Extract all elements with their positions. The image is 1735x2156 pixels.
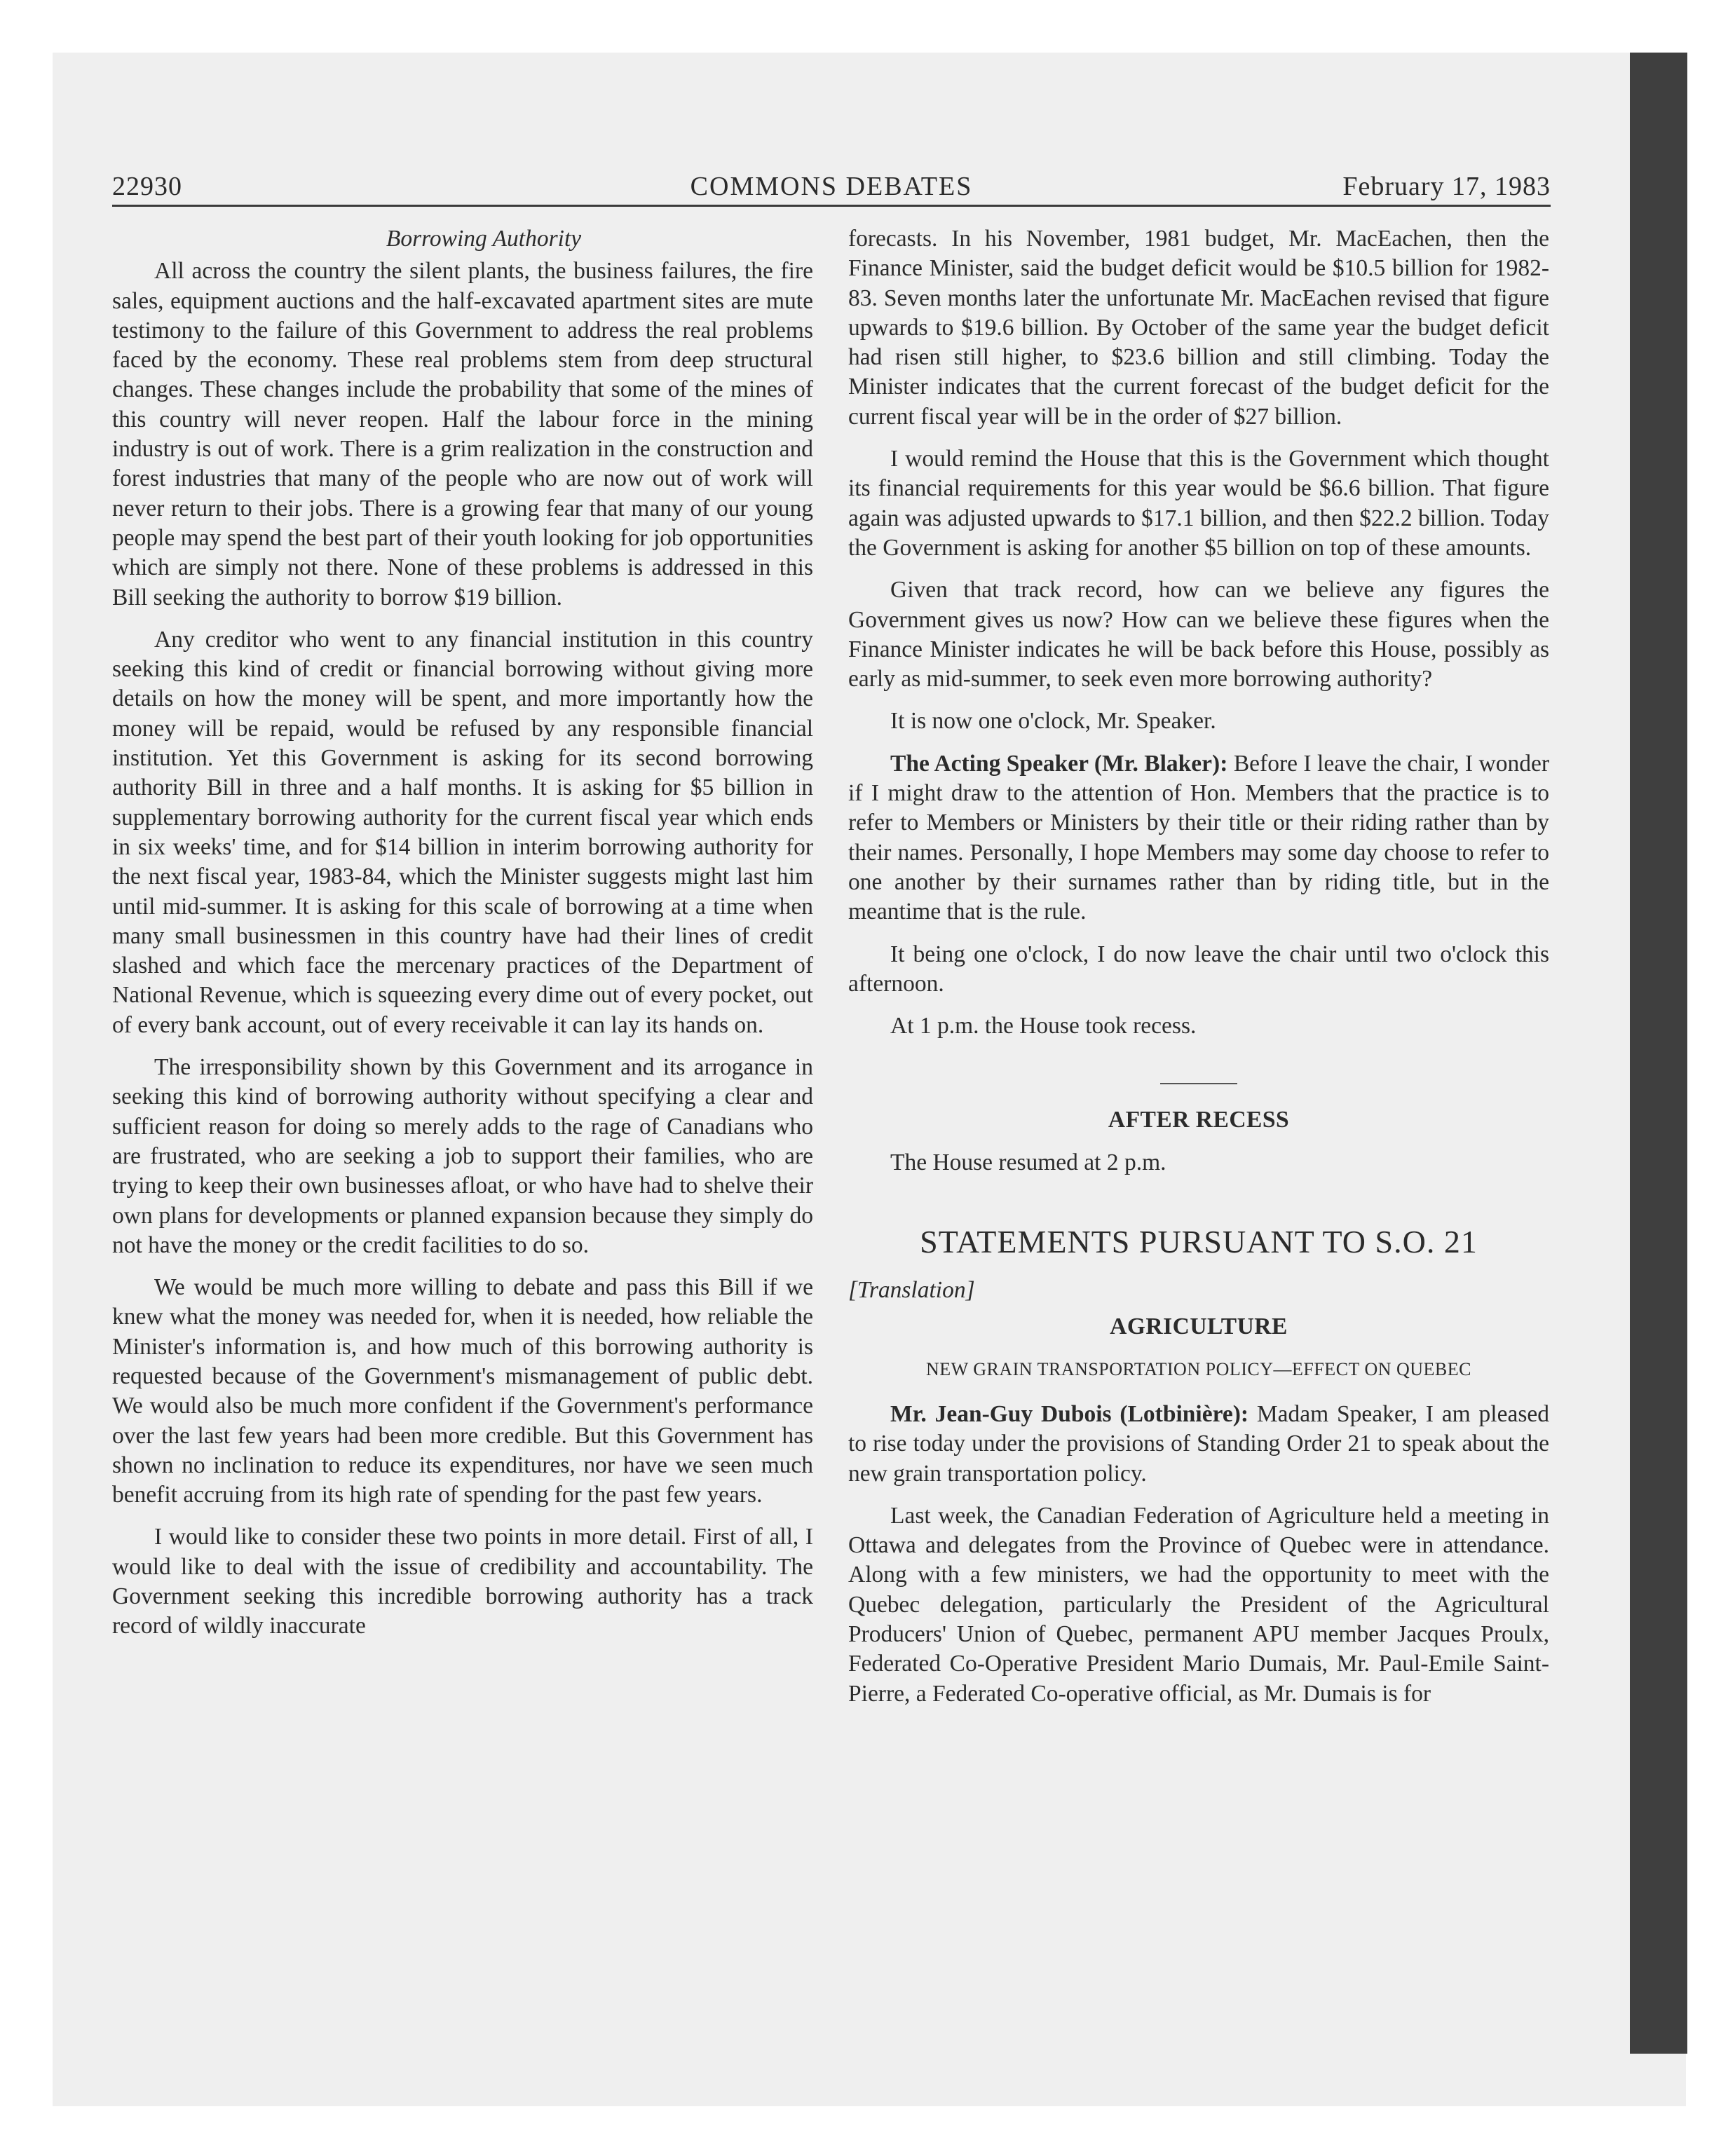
section-divider [1160, 1083, 1237, 1084]
agriculture-heading: AGRICULTURE [1110, 1314, 1288, 1340]
paragraph: The irresponsibility shown by this Government and its arrogance in seeking this kind of borrowing authority without specifying a clear and sufficient reason for doing so merely adds to the rage of Canadians who are frustrated, who are seeking a job to support their families, who are trying to keep their own businesses afloat, or who have had to shelve their own plans for developments or planned expansion because they simply do not have the money or the credit facilities to do so. [112, 1054, 813, 1258]
section-title: Borrowing Authority [386, 226, 582, 252]
statements-heading: STATEMENTS PURSUANT TO S.O. 21 [920, 1224, 1478, 1260]
left-column [112, 224, 813, 1654]
header-rule [112, 205, 1551, 207]
subject-heading: NEW GRAIN TRANSPORTATION POLICY—EFFECT ON QUEBEC [925, 1358, 1471, 1379]
paragraph: I would like to consider these two points in more detail. First of all, I would like to deal with the issue of credibility and accountability. The Government seeking this incredible borrowing authority has a track record of wildly inaccurate [112, 1524, 813, 1639]
issue-date: February 17, 1983 [1342, 172, 1551, 201]
journal-title: COMMONS DEBATES [690, 172, 973, 201]
speaker-text: Before I leave the chair, I wonder if I might draw to the attention of Hon. Members that the practice is to refer to Members or Ministers by their title or their riding rather than by their names. Personally, I hope Members may some day choose to refer to one another by their surnames rather than by riding title, but in the meantime that is the rule. [848, 750, 1550, 925]
paragraph-continuation: forecasts. In his November, 1981 budget, Mr. MacEachen, then the Finance Minister, said the budget deficit would be $10.5 billion for 1982-83. Seven months later the unfortunate Mr. MacEachen revised that figure upwards to $19.6 billion. By October of the same year the budget deficit had risen still higher, to $23.6 billion and still climbing. Today the Minister indicates that the current forecast of the budget deficit for the current fiscal year will be in the order of $27 billion. [848, 226, 1549, 430]
page-header [112, 171, 1551, 206]
speaker-paragraph [848, 1400, 1549, 1489]
right-column [848, 224, 1549, 1721]
speaker-text: Madam Speaker, I am pleased to rise today under the provisions of Standing Order 21 to speak about the new grain transportation policy. [848, 1400, 1549, 1487]
paragraph: It being one o'clock, I do now leave the chair until two o'clock this afternoon. [848, 941, 1549, 997]
paragraph: At 1 p.m. the House took recess. [890, 1013, 1197, 1039]
translation-tag: [Translation] [848, 1277, 975, 1304]
paragraph: We would be much more willing to debate and pass this Bill if we knew what the money was needed for, when it is needed, how reliable the Minister's information is, and how much of this borrowing authority is requested because of the Government's mismanagement of public debt. We would also be much more confident if the Government's performance over the last few years had been more credible. But this Government has shown no inclination to reduce its expenditures, nor have we seen much benefit accruing from its high rate of spending for the past few years. [112, 1274, 813, 1508]
paragraph: Given that track record, how can we believe any figures the Government gives us now? How can we believe these figures when the Finance Minister indicates he will be back before this House, possibly as early as mid-summer, to seek even more borrowing authority? [848, 577, 1549, 692]
paragraph: The House resumed at 2 p.m. [890, 1149, 1166, 1175]
after-recess-heading: AFTER RECESS [1108, 1107, 1290, 1133]
scan-binding-edge [1630, 53, 1687, 2054]
speaker-name: The Acting Speaker (Mr. Blaker): [890, 750, 1228, 777]
paragraph: It is now one o'clock, Mr. Speaker. [890, 708, 1216, 735]
speaker-name: Mr. Jean-Guy Dubois (Lotbinière): [890, 1400, 1249, 1427]
paragraph: Last week, the Canadian Federation of Agriculture held a meeting in Ottawa and delegates from the Province of Quebec were in attendance. Along with a few ministers, we had the opportunity to meet with the Quebec delegation, particularly the President of the Agricultural Producers' Union of Quebec, permanent APU member Jacques Proulx, Federated Co-Operative President Mario Dumais, Mr. Paul-Emile Saint-Pierre, a Federated Co-operative official, as Mr. Dumais is for [848, 1502, 1549, 1707]
paragraph: I would remind the House that this is the Government which thought its financial requirements for this year would be $6.6 billion. That figure again was adjusted upwards to $17.1 billion, and then $22.2 billion. Today the Government is asking for another $5 billion on top of these amounts. [848, 446, 1549, 561]
paragraph: All across the country the silent plants, the business failures, the fire sales, equipment auctions and the half-excavated apartment sites are mute testimony to the failure of this Government to address the real problems faced by the economy. These real problems stem from deep structural changes. These changes include the probability that some of the mines of this country will never reopen. Half the labour force in the mining industry is out of work. There is a grim realization in the construction and forest industries that many of the people who are now out of work will never return to their jobs. There is a growing fear that many of our young people may spend the best part of their youth looking for job opportunities which are simply not there. None of these problems is addressed in this Bill seeking the authority to borrow $19 billion. [112, 258, 813, 610]
paragraph: Any creditor who went to any financial institution in this country seeking this kind of credit or financial borrowing without giving more details on how the money will be spent, and more importantly how the money will be repaid, would be refused by any responsible financial institution. Yet this Government is asking for its second borrowing authority Bill in three and a half months. It is asking for $5 billion in supplementary borrowing authority for the current fiscal year which ends in six weeks' time, and for $14 billion in interim borrowing authority for the next fiscal year, 1983-84, which the Minister suggests might last him until mid-summer. It is asking for this scale of borrowing at a time when many small businessmen in this country have had their lines of credit slashed and which face the mercenary practices of the Department of National Revenue, which is squeezing every dime out of every pocket, out of every bank account, out of every receivable it can lay its hands on. [112, 626, 813, 1038]
page-number: 22930 [112, 172, 182, 201]
speaker-paragraph [848, 749, 1549, 927]
